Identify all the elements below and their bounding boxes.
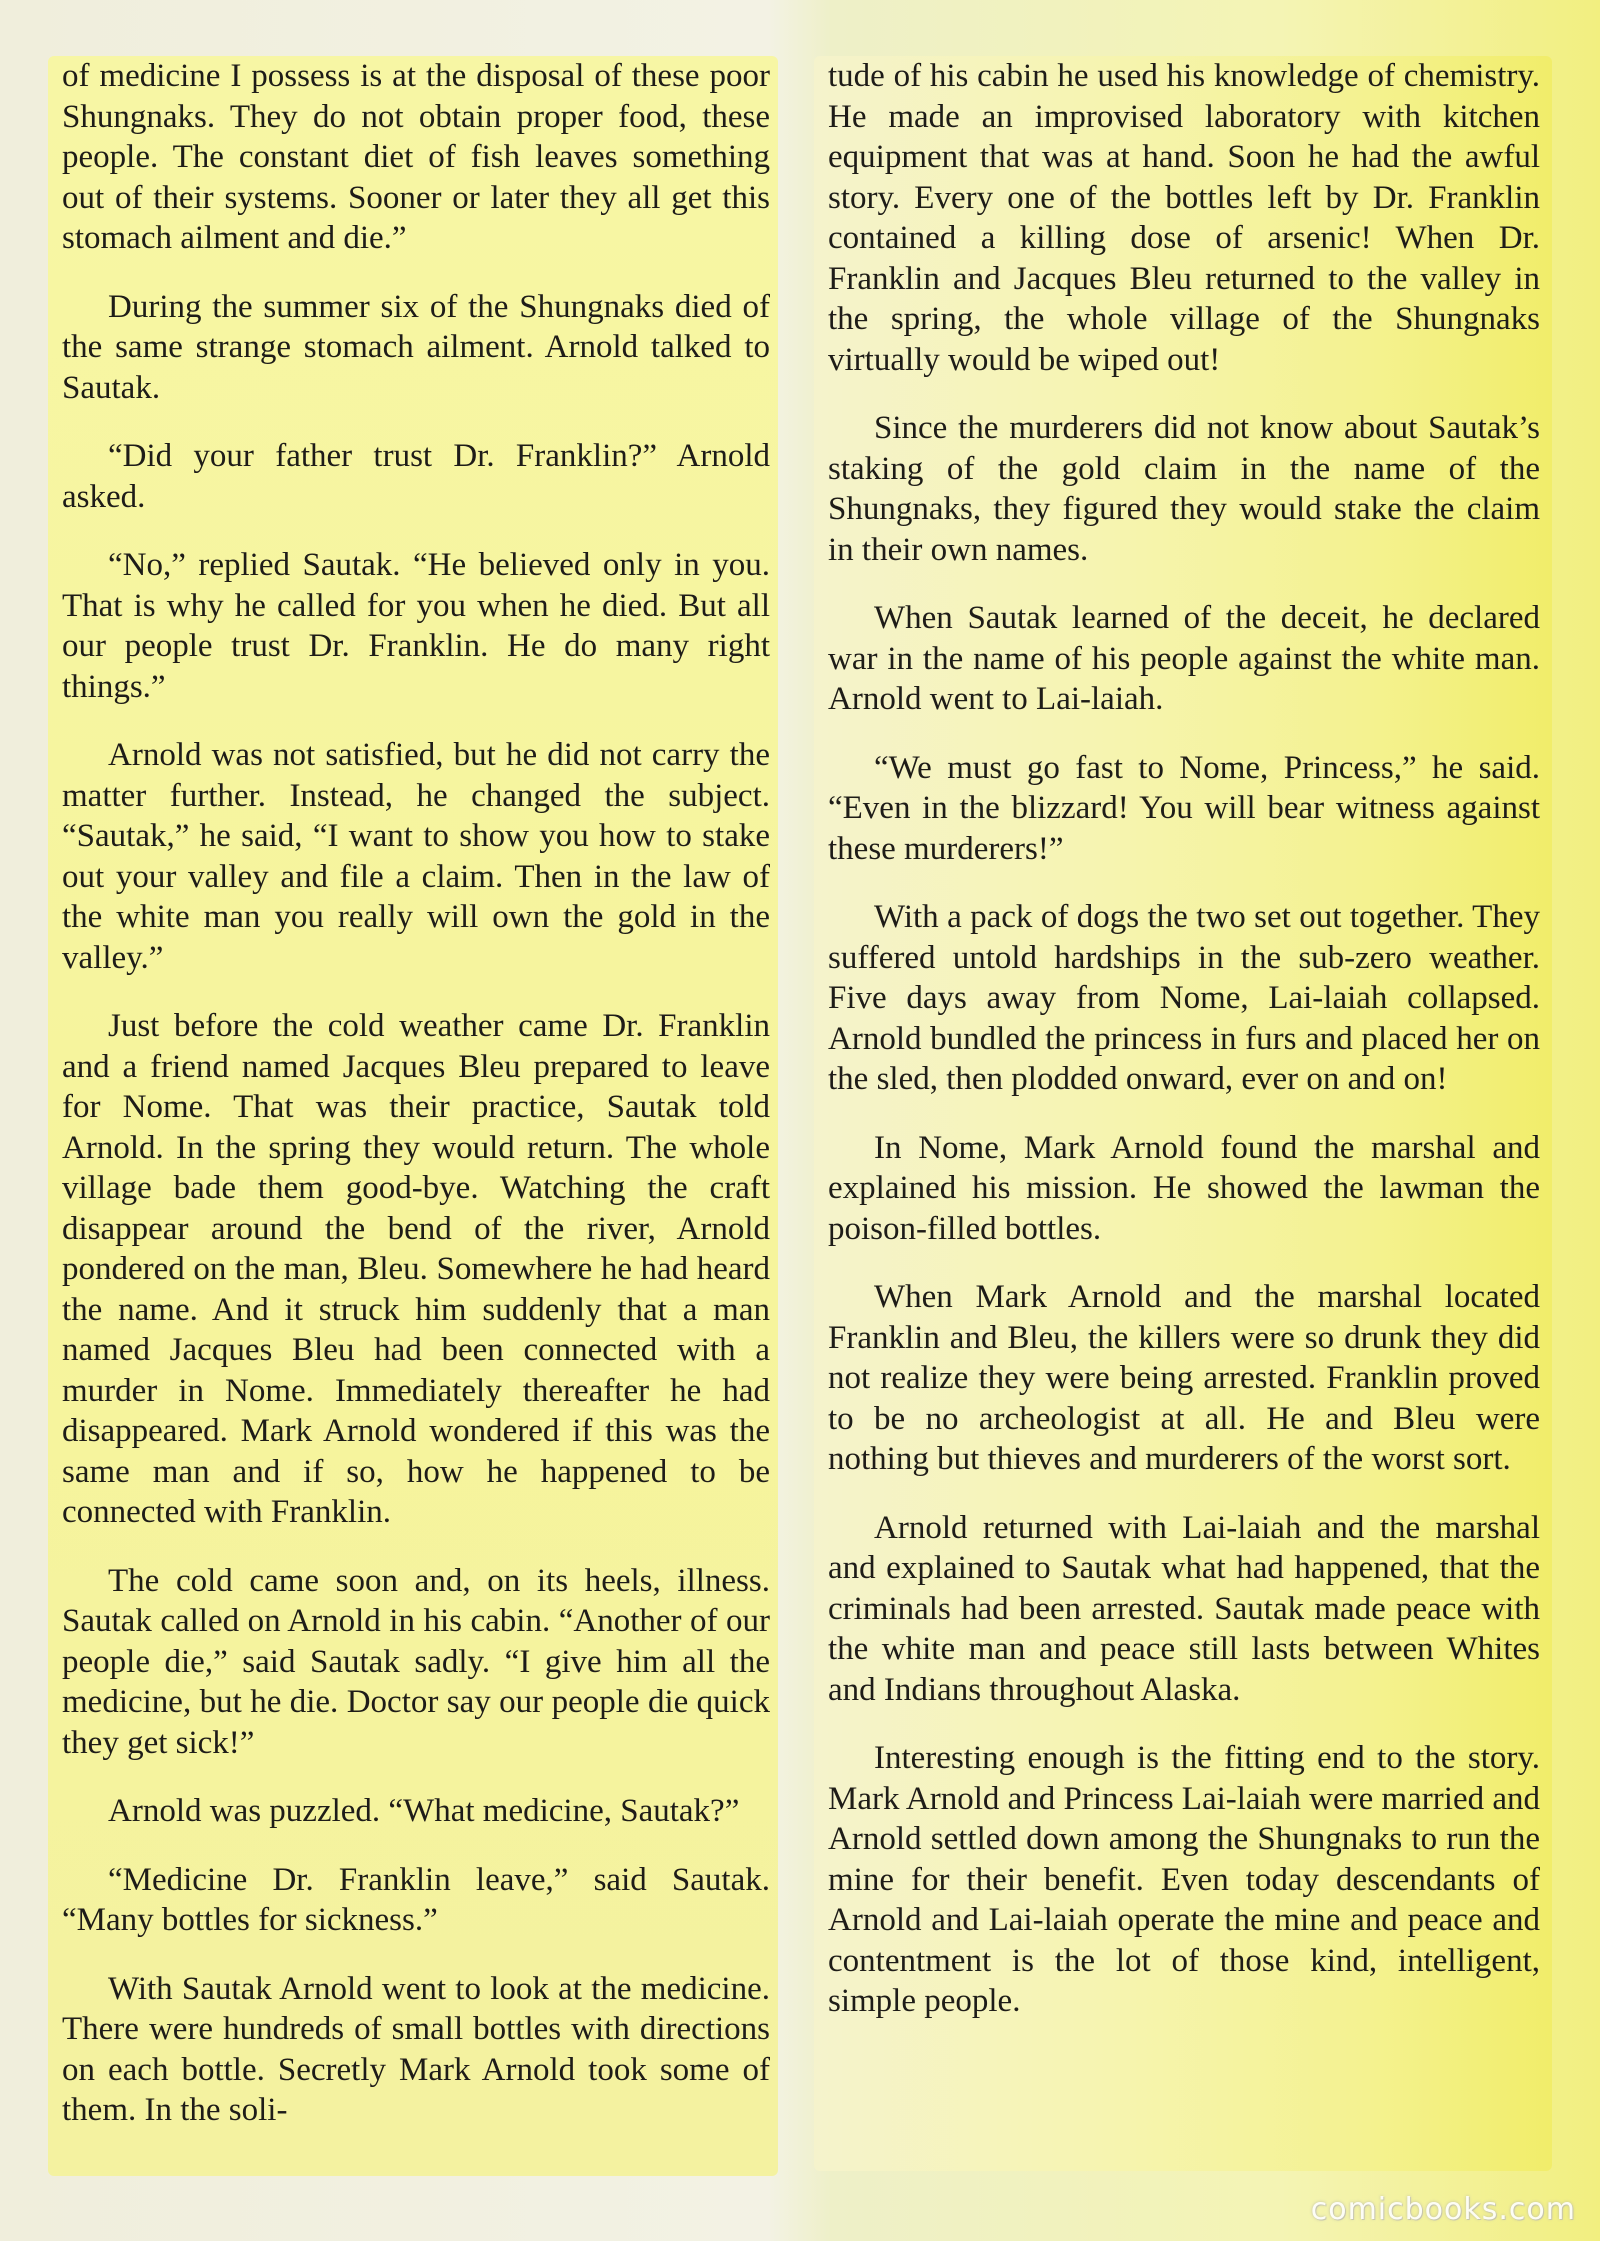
paragraph: In Nome, Mark Arnold found the marshal and explained his mission. He showed the lawman the poison-filled bottles. — [828, 1129, 1540, 1247]
paragraph: “No,” replied Sautak. “He believed only in you. That is why he called for you when he died. But all our people trust Dr. Franklin. He do many right things.” — [62, 547, 770, 705]
paragraph: With Sautak Arnold went to look at the medicine. There were hundreds of small bottles with directions on each bottle. Secretly Mark Arnold took some of them. In the soli- — [62, 1970, 770, 2128]
paragraph: When Mark Arnold and the marshal located Franklin and Bleu, the killers were so drunk they did not realize they were being arrested. Franklin proved to be no archeologist at all. He and Bleu were nothing but thieves and murderers of the worst sort. — [828, 1279, 1540, 1477]
paragraph: The cold came soon and, on its heels, illness. Sautak called on Arnold in his cabin. “Another of our people die,” said Sautak sadly. “I give him all the medicine, but he die. Doctor say our people die quick they get sick!” — [62, 1562, 770, 1761]
paragraph: “Did your father trust Dr. Franklin?” Arnold asked. — [62, 438, 770, 515]
paragraph: With a pack of dogs the two set out together. They suffered untold hardships in the sub-zero weather. Five days away from Nome, Lai-laiah collapsed. Arnold bundled the princess in furs and placed her on the sled, then plodded onward, ever on and on! — [828, 899, 1540, 1097]
paragraph: Arnold returned with Lai-laiah and the marshal and explained to Sautak what had happened, that the criminals had been arrested. Sautak made peace with the white man and peace still lasts between Whites and Indians throughout Alaska. — [828, 1509, 1540, 1708]
paragraph: When Sautak learned of the deceit, he declared war in the name of his people against the white man. Arnold went to Lai-laiah. — [828, 600, 1540, 717]
site-watermark: comicbooks.com — [1310, 2192, 1576, 2227]
paragraph: of medicine I possess is at the disposal of these poor Shungnaks. They do not obtain proper food, these people. The constant diet of fish leaves something out of their systems. Sooner or later they all get this stomach ailment and die.” — [62, 58, 770, 256]
right-text-column — [814, 56, 1552, 2171]
paragraph: Arnold was not satisfied, but he did not carry the matter further. Instead, he changed the subject. “Sautak,” he said, “I want to show you how to stake out your valley and file a claim. Then in the law of the white man you really will own the gold in the valley.” — [62, 737, 770, 976]
paragraph: tude of his cabin he used his knowledge of chemistry. He made an improvised laboratory with kitchen equipment that was at hand. Soon he had the awful story. Every one of the bottles left by Dr. Franklin contained a killing dose of arsenic! When Dr. Franklin and Jacques Bleu returned to the valley in the spring, the whole village of the Shungnaks virtually would be wiped out! — [828, 58, 1540, 378]
left-text-column — [48, 56, 778, 2176]
paragraph: Arnold was puzzled. “What medicine, Sautak?” — [108, 1793, 740, 1829]
paragraph: Since the murderers did not know about Sautak’s staking of the gold claim in the name of the Shungnaks, they figured they would stake the claim in their own names. — [828, 410, 1540, 568]
paragraph: Just before the cold weather came Dr. Franklin and a friend named Jacques Bleu prepared to leave for Nome. That was their practice, Sautak told Arnold. In the spring they would return. The whole village bade them good-bye. Watching the craft disappear around the bend of the river, Arnold pondered on the man, Bleu. Somewhere he had heard the name. And it struck him suddenly that a man named Jacques Bleu had been connected with a murder in Nome. Immediately thereafter he had disappeared. Mark Arnold wondered if this was the same man and if so, how he happened to be connected with Franklin. — [62, 1008, 770, 1530]
paragraph: “We must go fast to Nome, Princess,” he said. “Even in the blizzard! You will bear witness against these murderers!” — [828, 749, 1540, 867]
paragraph: During the summer six of the Shungnaks died of the same strange stomach ailment. Arnold talked to Sautak. — [62, 288, 770, 406]
paragraph: “Medicine Dr. Franklin leave,” said Sautak. “Many bottles for sickness.” — [62, 1861, 770, 1938]
paragraph: Interesting enough is the fitting end to the story. Mark Arnold and Princess Lai-laiah were married and Arnold settled down among the Shungnaks to run the mine for their benefit. Even today descendants of Arnold and Lai-laiah operate the mine and peace and contentment is the lot of those kind, intelligent, simple people. — [828, 1740, 1540, 2019]
